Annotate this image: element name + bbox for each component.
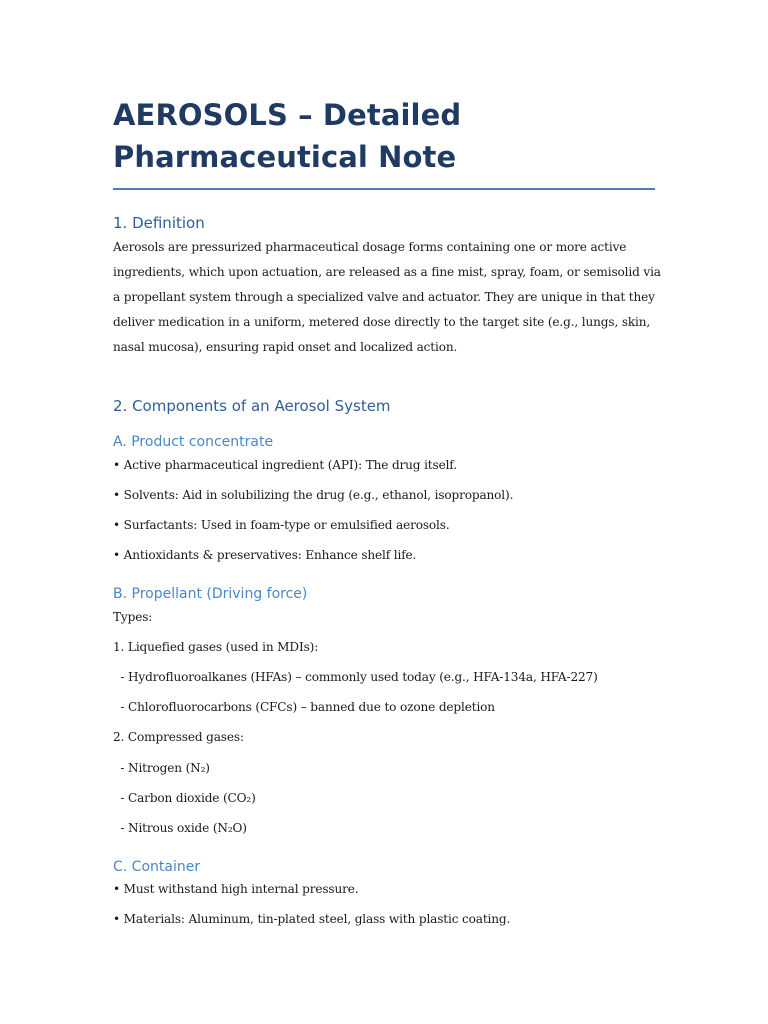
list-item: - Nitrogen (N₂) [113,761,210,775]
paragraph-line: a propellant system through a specialized valve and actuator. They are unique in that they [113,290,655,304]
subsection-heading-product-concentrate: A. Product concentrate [113,434,274,450]
paragraph-line: Aerosols are pressurized pharmaceutical dosage forms containing one or more active [113,240,627,254]
definition-paragraph [113,235,673,360]
list-item: • Must withstand high internal pressure. [113,882,359,896]
list-item: • Surfactants: Used in foam-type or emulsified aerosols. [113,518,450,532]
document-title: AEROSOLS – Detailed Pharmaceutical Note [113,94,655,190]
list-item: 2. Compressed gases: [113,730,244,744]
paragraph-line: nasal mucosa), ensuring rapid onset and localized action. [113,340,458,354]
list-item: • Antioxidants & preservatives: Enhance shelf life. [113,548,417,562]
list-item: - Nitrous oxide (N₂O) [113,821,247,835]
document-page [113,94,661,926]
list-item: • Materials: Aluminum, tin-plated steel, glass with plastic coating. [113,912,511,926]
paragraph-line: deliver medication in a uniform, metered dose directly to the target site (e.g., lungs, skin, [113,315,651,329]
list-item: - Chlorofluorocarbons (CFCs) – banned due to ozone depletion [113,700,495,714]
list-item: 1. Liquefied gases (used in MDIs): [113,640,319,654]
paragraph-line: ingredients, which upon actuation, are released as a fine mist, spray, foam, or semisolid via [113,265,661,279]
section-heading-definition: 1. Definition [113,214,205,232]
list-item: • Solvents: Aid in solubilizing the drug (e.g., ethanol, isopropanol). [113,488,514,502]
section-heading-components: 2. Components of an Aerosol System [113,397,391,415]
subsection-heading-container: C. Container [113,859,201,875]
list-item: - Carbon dioxide (CO₂) [113,791,256,805]
list-item: Types: [113,610,153,624]
list-item: • Active pharmaceutical ingredient (API): The drug itself. [113,458,457,472]
subsection-heading-propellant: B. Propellant (Driving force) [113,586,308,602]
list-item: - Hydrofluoroalkanes (HFAs) – commonly used today (e.g., HFA-134a, HFA-227) [113,670,598,684]
